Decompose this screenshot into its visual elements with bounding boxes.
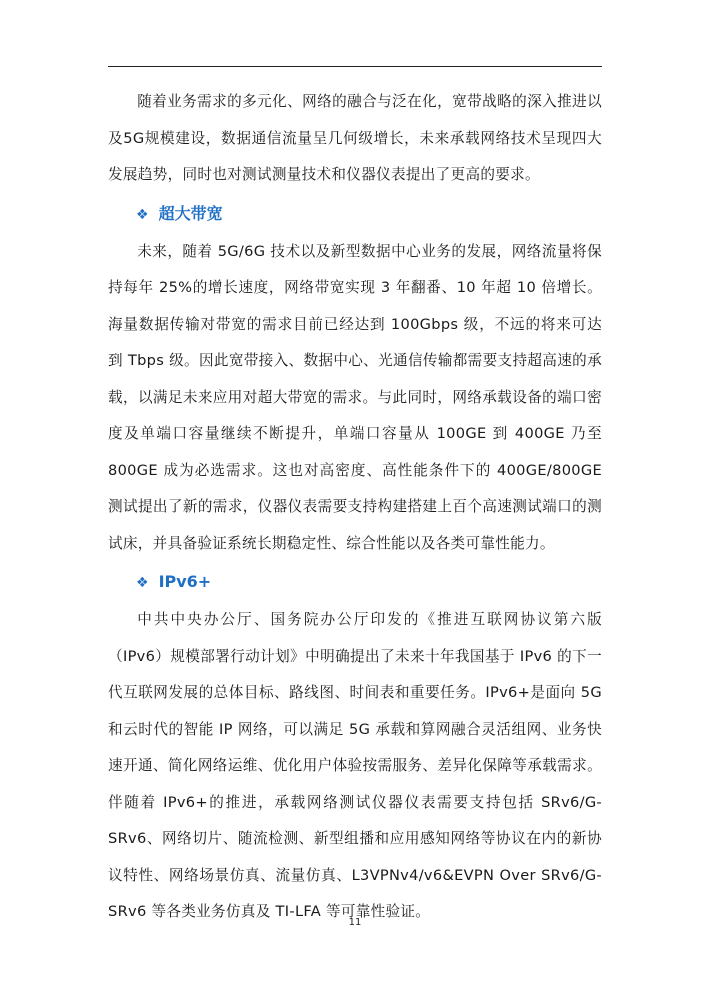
heading-bandwidth: [108, 194, 602, 234]
bandwidth-paragraph: 未来，随着 5G/6G 技术以及新型数据中心业务的发展，网络流量将保持每年 25%的增长速度，网络带宽实现 3 年翻番、10 年超 10 倍增长。海量数据传输对带宽的需求目前已经达到 100Gbps 级，不远的将来可达到 Tbps 级。因此宽带接入、数据中心、光通信传输都需要支持超高速的承载，以满足未来应用对超大带宽的需求。与此同时，网络承载设备的端口密度及单端口容量继续不断提升，单端口容量从 100GE 到 400GE 乃至 800GE 成为必选需求。这也对高密度、高性能条件下的 400GE/800GE 测试提出了新的需求，仪器仪表需要支持构建搭建上百个高速测试端口的测试床，并具备验证系统长期稳定性、综合性能以及各类可靠性能力。: [108, 242, 602, 552]
heading-ipv6: [108, 562, 602, 602]
heading-ipv6-label: IPv6+: [158, 572, 212, 591]
header-rule: [108, 66, 602, 67]
page-content: [108, 84, 602, 931]
diamond-bullet-icon: ❖: [136, 575, 149, 591]
page-number: 11: [348, 917, 362, 928]
heading-bandwidth-label: 超大带宽: [158, 203, 223, 223]
ipv6-paragraph: 中共中央办公厅、国务院办公厅印发的《推进互联网协议第六版（IPv6）规模部署行动计划》中明确提出了未来十年我国基于 IPv6 的下一代互联网发展的总体目标、路线图、时间表和重要任务。IPv6+是面向 5G 和云时代的智能 IP 网络，可以满足 5G 承载和算网融合灵活组网、业务快速开通、简化网络运维、优化用户体验按需服务、差异化保障等承载需求。伴随着 IPv6+的推进，承载网络测试仪器仪表需要支持包括 SRv6/G-SRv6、网络切片、随流检测、新型组播和应用感知网络等协议在内的新协议特性、网络场景仿真、流量仿真、L3VPNv4/v6&EVPN Over SRv6/G-SRv6 等各类业务仿真及 TI-LFA 等可靠性验证。: [108, 611, 602, 920]
intro-paragraph: 随着业务需求的多元化、网络的融合与泛在化，宽带战略的深入推进以及5G规模建设，数据通信流量呈几何级增长，未来承载网络技术呈现四大发展趋势，同时也对测试测量技术和仪器仪表提出了更高的要求。: [108, 93, 602, 183]
diamond-bullet-icon: ❖: [136, 206, 149, 223]
